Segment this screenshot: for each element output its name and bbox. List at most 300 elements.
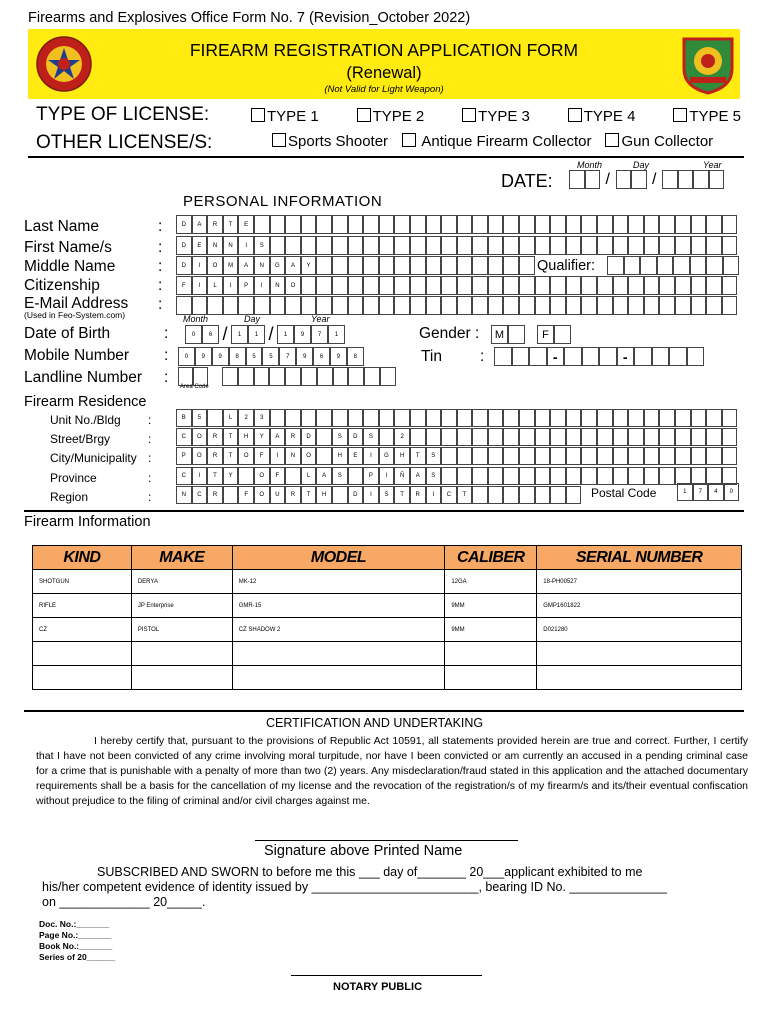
char-box[interactable]: S	[363, 428, 379, 446]
gender-boxes[interactable]	[491, 325, 571, 344]
char-box[interactable]: F	[176, 276, 192, 295]
char-box[interactable]	[348, 276, 364, 295]
char-box[interactable]	[503, 486, 519, 504]
char-box[interactable]	[613, 447, 629, 465]
char-box[interactable]	[379, 428, 395, 446]
checkbox[interactable]	[272, 133, 286, 147]
char-box[interactable]	[628, 236, 644, 255]
antique-collector-option[interactable]: Antique Firearm Collector	[402, 133, 591, 150]
char-box[interactable]	[535, 236, 551, 255]
postal-code-boxes[interactable]	[677, 483, 739, 501]
char-box[interactable]: 1	[328, 325, 345, 344]
char-box[interactable]	[192, 296, 208, 315]
char-box[interactable]	[488, 296, 504, 315]
char-box[interactable]: A	[270, 428, 286, 446]
char-box[interactable]: D	[301, 428, 317, 446]
char-box[interactable]	[535, 276, 551, 295]
char-box[interactable]	[488, 409, 504, 427]
char-box[interactable]	[722, 447, 738, 465]
char-box[interactable]	[410, 409, 426, 427]
qualifier-boxes[interactable]	[607, 256, 739, 275]
char-box[interactable]	[348, 367, 364, 386]
char-box[interactable]	[238, 367, 254, 386]
landline-boxes[interactable]	[222, 367, 396, 386]
checkbox[interactable]	[673, 108, 687, 122]
char-box[interactable]	[394, 409, 410, 427]
char-box[interactable]: I	[270, 447, 286, 465]
char-box[interactable]: I	[238, 236, 254, 255]
char-box[interactable]	[457, 467, 473, 485]
char-box[interactable]: U	[270, 486, 286, 504]
char-box[interactable]: O	[192, 447, 208, 465]
table-cell[interactable]: JP Enterprise	[131, 594, 232, 618]
char-box[interactable]	[379, 236, 395, 255]
char-box[interactable]: E	[192, 236, 208, 255]
char-box[interactable]	[348, 256, 364, 275]
char-box[interactable]: L	[301, 467, 317, 485]
char-box[interactable]: Y	[254, 428, 270, 446]
char-box[interactable]	[488, 236, 504, 255]
char-box[interactable]	[426, 296, 442, 315]
char-box[interactable]	[566, 467, 582, 485]
char-box[interactable]	[394, 276, 410, 295]
char-box[interactable]	[599, 347, 617, 366]
char-box[interactable]	[691, 428, 707, 446]
char-box[interactable]	[597, 447, 613, 465]
char-box[interactable]	[722, 276, 738, 295]
char-box[interactable]	[644, 409, 660, 427]
char-box[interactable]	[691, 276, 707, 295]
license-type-4[interactable]: TYPE 4	[568, 108, 636, 125]
char-box[interactable]	[223, 486, 239, 504]
char-box[interactable]	[519, 236, 535, 255]
char-box[interactable]	[582, 347, 600, 366]
char-box[interactable]	[457, 409, 473, 427]
char-box[interactable]	[410, 276, 426, 295]
char-box[interactable]	[613, 409, 629, 427]
char-box[interactable]: A	[285, 256, 301, 275]
char-box[interactable]: E	[348, 447, 364, 465]
gun-collector-option[interactable]: Gun Collector	[605, 133, 713, 150]
char-box[interactable]: S	[332, 467, 348, 485]
char-box[interactable]	[457, 236, 473, 255]
char-box[interactable]: N	[254, 256, 270, 275]
tin-boxes[interactable]	[494, 347, 704, 366]
char-box[interactable]	[673, 256, 690, 275]
char-box[interactable]	[687, 347, 705, 366]
char-box[interactable]	[441, 256, 457, 275]
char-box[interactable]: 1	[677, 483, 693, 501]
char-box[interactable]: D	[176, 236, 192, 255]
char-box[interactable]	[379, 409, 395, 427]
char-box[interactable]	[675, 447, 691, 465]
char-box[interactable]	[301, 409, 317, 427]
char-box[interactable]	[348, 296, 364, 315]
char-box[interactable]: D	[176, 215, 192, 234]
char-box[interactable]: 0	[185, 325, 202, 344]
char-box[interactable]: I	[192, 467, 208, 485]
char-box[interactable]	[535, 486, 551, 504]
char-box[interactable]	[503, 428, 519, 446]
char-box[interactable]: Y	[223, 467, 239, 485]
char-box[interactable]: 7	[311, 325, 328, 344]
char-box[interactable]	[348, 467, 364, 485]
char-box[interactable]: O	[238, 447, 254, 465]
char-box[interactable]	[363, 256, 379, 275]
char-box[interactable]	[644, 215, 660, 234]
char-box[interactable]	[472, 447, 488, 465]
char-box[interactable]	[535, 409, 551, 427]
char-box[interactable]: I	[379, 467, 395, 485]
checkbox[interactable]	[402, 133, 416, 147]
char-box[interactable]	[566, 428, 582, 446]
char-box[interactable]	[333, 367, 349, 386]
char-box[interactable]: P	[176, 447, 192, 465]
char-box[interactable]: S	[332, 428, 348, 446]
char-box[interactable]	[316, 409, 332, 427]
char-box[interactable]: 8	[347, 347, 364, 366]
char-box[interactable]: H	[394, 447, 410, 465]
char-box[interactable]	[659, 428, 675, 446]
char-box[interactable]: P	[363, 467, 379, 485]
char-box[interactable]	[535, 428, 551, 446]
char-box[interactable]	[597, 409, 613, 427]
char-box[interactable]	[706, 215, 722, 234]
char-box[interactable]: 8	[229, 347, 246, 366]
char-box[interactable]: 9	[330, 347, 347, 366]
char-box[interactable]	[535, 447, 551, 465]
char-box[interactable]	[426, 215, 442, 234]
char-box[interactable]	[581, 447, 597, 465]
char-box[interactable]	[581, 467, 597, 485]
char-box[interactable]: O	[254, 486, 270, 504]
char-box[interactable]	[675, 296, 691, 315]
char-box[interactable]	[441, 467, 457, 485]
char-box[interactable]	[457, 447, 473, 465]
char-box[interactable]	[472, 236, 488, 255]
char-box[interactable]	[613, 296, 629, 315]
char-box[interactable]	[457, 276, 473, 295]
char-box[interactable]: G	[379, 447, 395, 465]
region-boxes[interactable]	[176, 486, 581, 504]
char-box[interactable]: 1	[248, 325, 265, 344]
char-box[interactable]	[348, 236, 364, 255]
char-box[interactable]	[691, 447, 707, 465]
char-box[interactable]	[550, 276, 566, 295]
table-cell[interactable]: PISTOL	[131, 618, 232, 642]
table-cell[interactable]: DERYA	[131, 570, 232, 594]
char-box[interactable]	[503, 256, 519, 275]
char-box[interactable]	[410, 296, 426, 315]
char-box[interactable]	[316, 215, 332, 234]
char-box[interactable]: 6	[202, 325, 219, 344]
char-box[interactable]	[503, 467, 519, 485]
char-box[interactable]	[566, 447, 582, 465]
char-box[interactable]	[488, 447, 504, 465]
char-box[interactable]	[675, 276, 691, 295]
char-box[interactable]	[503, 215, 519, 234]
table-cell[interactable]: MK-12	[232, 570, 445, 594]
char-box[interactable]	[457, 256, 473, 275]
table-cell[interactable]	[537, 666, 742, 690]
char-box[interactable]: I	[192, 256, 208, 275]
char-box[interactable]: N	[176, 486, 192, 504]
char-box[interactable]	[254, 296, 270, 315]
char-box[interactable]: 5	[192, 409, 208, 427]
char-box[interactable]: O	[285, 276, 301, 295]
char-box[interactable]: 1	[231, 325, 248, 344]
char-box[interactable]	[316, 447, 332, 465]
char-box[interactable]	[441, 236, 457, 255]
char-box[interactable]	[659, 236, 675, 255]
table-cell[interactable]	[33, 666, 132, 690]
table-cell[interactable]	[131, 666, 232, 690]
unit-boxes[interactable]	[176, 409, 737, 427]
char-box[interactable]	[379, 215, 395, 234]
char-box[interactable]	[566, 236, 582, 255]
char-box[interactable]: 7	[693, 483, 709, 501]
license-type-1[interactable]: TYPE 1	[251, 108, 319, 125]
char-box[interactable]	[301, 276, 317, 295]
gender-f-box[interactable]: F	[537, 325, 554, 344]
char-box[interactable]: R	[207, 447, 223, 465]
char-box[interactable]: H	[332, 447, 348, 465]
table-cell[interactable]: 18-PH00527	[537, 570, 742, 594]
char-box[interactable]: N	[285, 447, 301, 465]
char-box[interactable]: T	[207, 467, 223, 485]
table-cell[interactable]: CZ	[33, 618, 132, 642]
char-box[interactable]	[550, 447, 566, 465]
char-box[interactable]: A	[238, 256, 254, 275]
char-box[interactable]	[394, 236, 410, 255]
table-cell[interactable]: GMP1601822	[537, 594, 742, 618]
char-box[interactable]	[176, 296, 192, 315]
char-box[interactable]: B	[176, 409, 192, 427]
char-box[interactable]	[472, 256, 488, 275]
char-box[interactable]	[628, 447, 644, 465]
char-box[interactable]	[634, 347, 652, 366]
char-box[interactable]	[722, 236, 738, 255]
char-box[interactable]	[597, 215, 613, 234]
char-box[interactable]	[348, 409, 364, 427]
table-cell[interactable]	[232, 666, 445, 690]
email-boxes[interactable]	[176, 296, 737, 315]
char-box[interactable]	[285, 215, 301, 234]
char-box[interactable]	[519, 276, 535, 295]
char-box[interactable]	[581, 215, 597, 234]
char-box[interactable]	[441, 215, 457, 234]
char-box[interactable]	[519, 447, 535, 465]
char-box[interactable]	[441, 428, 457, 446]
char-box[interactable]	[472, 215, 488, 234]
char-box[interactable]	[519, 486, 535, 504]
street-boxes[interactable]	[176, 428, 737, 446]
char-box[interactable]	[644, 236, 660, 255]
char-box[interactable]: P	[238, 276, 254, 295]
first-name-boxes[interactable]	[176, 236, 737, 255]
char-box[interactable]	[379, 276, 395, 295]
char-box[interactable]	[706, 236, 722, 255]
char-box[interactable]	[706, 428, 722, 446]
char-box[interactable]	[597, 467, 613, 485]
char-box[interactable]	[494, 347, 512, 366]
char-box[interactable]	[519, 215, 535, 234]
table-cell[interactable]	[232, 642, 445, 666]
char-box[interactable]: H	[316, 486, 332, 504]
char-box[interactable]	[488, 467, 504, 485]
checkbox[interactable]	[462, 108, 476, 122]
char-box[interactable]	[503, 409, 519, 427]
license-type-5[interactable]: TYPE 5	[673, 108, 741, 125]
char-box[interactable]	[363, 236, 379, 255]
char-box[interactable]	[426, 256, 442, 275]
char-box[interactable]	[332, 296, 348, 315]
char-box[interactable]: T	[410, 447, 426, 465]
char-box[interactable]	[301, 296, 317, 315]
char-box[interactable]	[223, 296, 239, 315]
char-box[interactable]: I	[363, 486, 379, 504]
char-box[interactable]	[270, 296, 286, 315]
checkbox[interactable]	[251, 108, 265, 122]
mobile-boxes[interactable]	[178, 347, 364, 366]
char-box[interactable]	[207, 296, 223, 315]
char-box[interactable]	[332, 236, 348, 255]
date-boxes[interactable]: / /	[569, 170, 724, 189]
char-box[interactable]	[529, 347, 547, 366]
char-box[interactable]	[363, 296, 379, 315]
char-box[interactable]	[254, 367, 270, 386]
char-box[interactable]: D	[348, 428, 364, 446]
license-type-2[interactable]: TYPE 2	[357, 108, 425, 125]
table-cell[interactable]	[131, 642, 232, 666]
char-box[interactable]	[550, 215, 566, 234]
char-box[interactable]	[659, 447, 675, 465]
char-box[interactable]	[706, 409, 722, 427]
table-cell[interactable]	[445, 666, 537, 690]
char-box[interactable]	[332, 276, 348, 295]
char-box[interactable]	[644, 467, 660, 485]
char-box[interactable]	[301, 236, 317, 255]
char-box[interactable]	[659, 296, 675, 315]
char-box[interactable]: F	[254, 447, 270, 465]
char-box[interactable]	[285, 236, 301, 255]
char-box[interactable]	[457, 296, 473, 315]
checkbox[interactable]	[605, 133, 619, 147]
char-box[interactable]	[659, 276, 675, 295]
char-box[interactable]	[581, 236, 597, 255]
char-box[interactable]: R	[410, 486, 426, 504]
char-box[interactable]	[706, 276, 722, 295]
table-cell[interactable]: GMR-15	[232, 594, 445, 618]
citizenship-boxes[interactable]	[176, 276, 737, 295]
notary-signature-line[interactable]	[291, 975, 482, 976]
char-box[interactable]: 1	[277, 325, 294, 344]
char-box[interactable]: S	[379, 486, 395, 504]
char-box[interactable]	[512, 347, 530, 366]
char-box[interactable]: H	[238, 428, 254, 446]
char-box[interactable]	[535, 296, 551, 315]
char-box[interactable]	[317, 367, 333, 386]
char-box[interactable]: I	[254, 276, 270, 295]
char-box[interactable]: I	[426, 486, 442, 504]
char-box[interactable]	[669, 347, 687, 366]
char-box[interactable]	[316, 296, 332, 315]
char-box[interactable]	[410, 236, 426, 255]
char-box[interactable]	[285, 296, 301, 315]
last-name-boxes[interactable]	[176, 215, 737, 234]
char-box[interactable]	[348, 215, 364, 234]
char-box[interactable]	[644, 447, 660, 465]
char-box[interactable]	[706, 296, 722, 315]
table-cell[interactable]: RIFLE	[33, 594, 132, 618]
char-box[interactable]	[316, 276, 332, 295]
char-box[interactable]: R	[207, 428, 223, 446]
char-box[interactable]	[550, 467, 566, 485]
char-box[interactable]	[722, 296, 738, 315]
char-box[interactable]	[644, 276, 660, 295]
char-box[interactable]	[207, 409, 223, 427]
char-box[interactable]: 7	[279, 347, 296, 366]
char-box[interactable]: L	[207, 276, 223, 295]
char-box[interactable]: D	[176, 256, 192, 275]
char-box[interactable]	[301, 367, 317, 386]
table-cell[interactable]: CZ SHADOW 2	[232, 618, 445, 642]
checkbox[interactable]	[568, 108, 582, 122]
char-box[interactable]: T	[223, 428, 239, 446]
char-box[interactable]	[722, 409, 738, 427]
char-box[interactable]	[722, 428, 738, 446]
checkbox[interactable]	[357, 108, 371, 122]
char-box[interactable]: E	[238, 215, 254, 234]
char-box[interactable]	[270, 409, 286, 427]
char-box[interactable]	[581, 409, 597, 427]
char-box[interactable]	[254, 215, 270, 234]
char-box[interactable]: 9	[296, 347, 313, 366]
char-box[interactable]	[597, 296, 613, 315]
char-box[interactable]	[659, 215, 675, 234]
char-box[interactable]	[316, 428, 332, 446]
city-boxes[interactable]	[176, 447, 737, 465]
char-box[interactable]	[519, 296, 535, 315]
char-box[interactable]: S	[426, 467, 442, 485]
char-box[interactable]: N	[223, 236, 239, 255]
char-box[interactable]	[550, 236, 566, 255]
char-box[interactable]	[285, 367, 301, 386]
char-box[interactable]	[332, 256, 348, 275]
char-box[interactable]: I	[192, 276, 208, 295]
char-box[interactable]	[488, 256, 504, 275]
char-box[interactable]: 9	[212, 347, 229, 366]
char-box[interactable]: 2	[238, 409, 254, 427]
char-box[interactable]	[380, 367, 396, 386]
char-box[interactable]	[394, 215, 410, 234]
char-box[interactable]: R	[207, 486, 223, 504]
char-box[interactable]	[238, 467, 254, 485]
char-box[interactable]	[301, 215, 317, 234]
char-box[interactable]: N	[270, 276, 286, 295]
char-box[interactable]	[550, 486, 566, 504]
char-box[interactable]	[332, 486, 348, 504]
char-box[interactable]	[613, 215, 629, 234]
char-box[interactable]: O	[192, 428, 208, 446]
char-box[interactable]	[675, 236, 691, 255]
char-box[interactable]: R	[207, 215, 223, 234]
char-box[interactable]	[332, 409, 348, 427]
char-box[interactable]: 5	[262, 347, 279, 366]
char-box[interactable]	[652, 347, 670, 366]
char-box[interactable]	[723, 256, 740, 275]
char-box[interactable]	[597, 428, 613, 446]
